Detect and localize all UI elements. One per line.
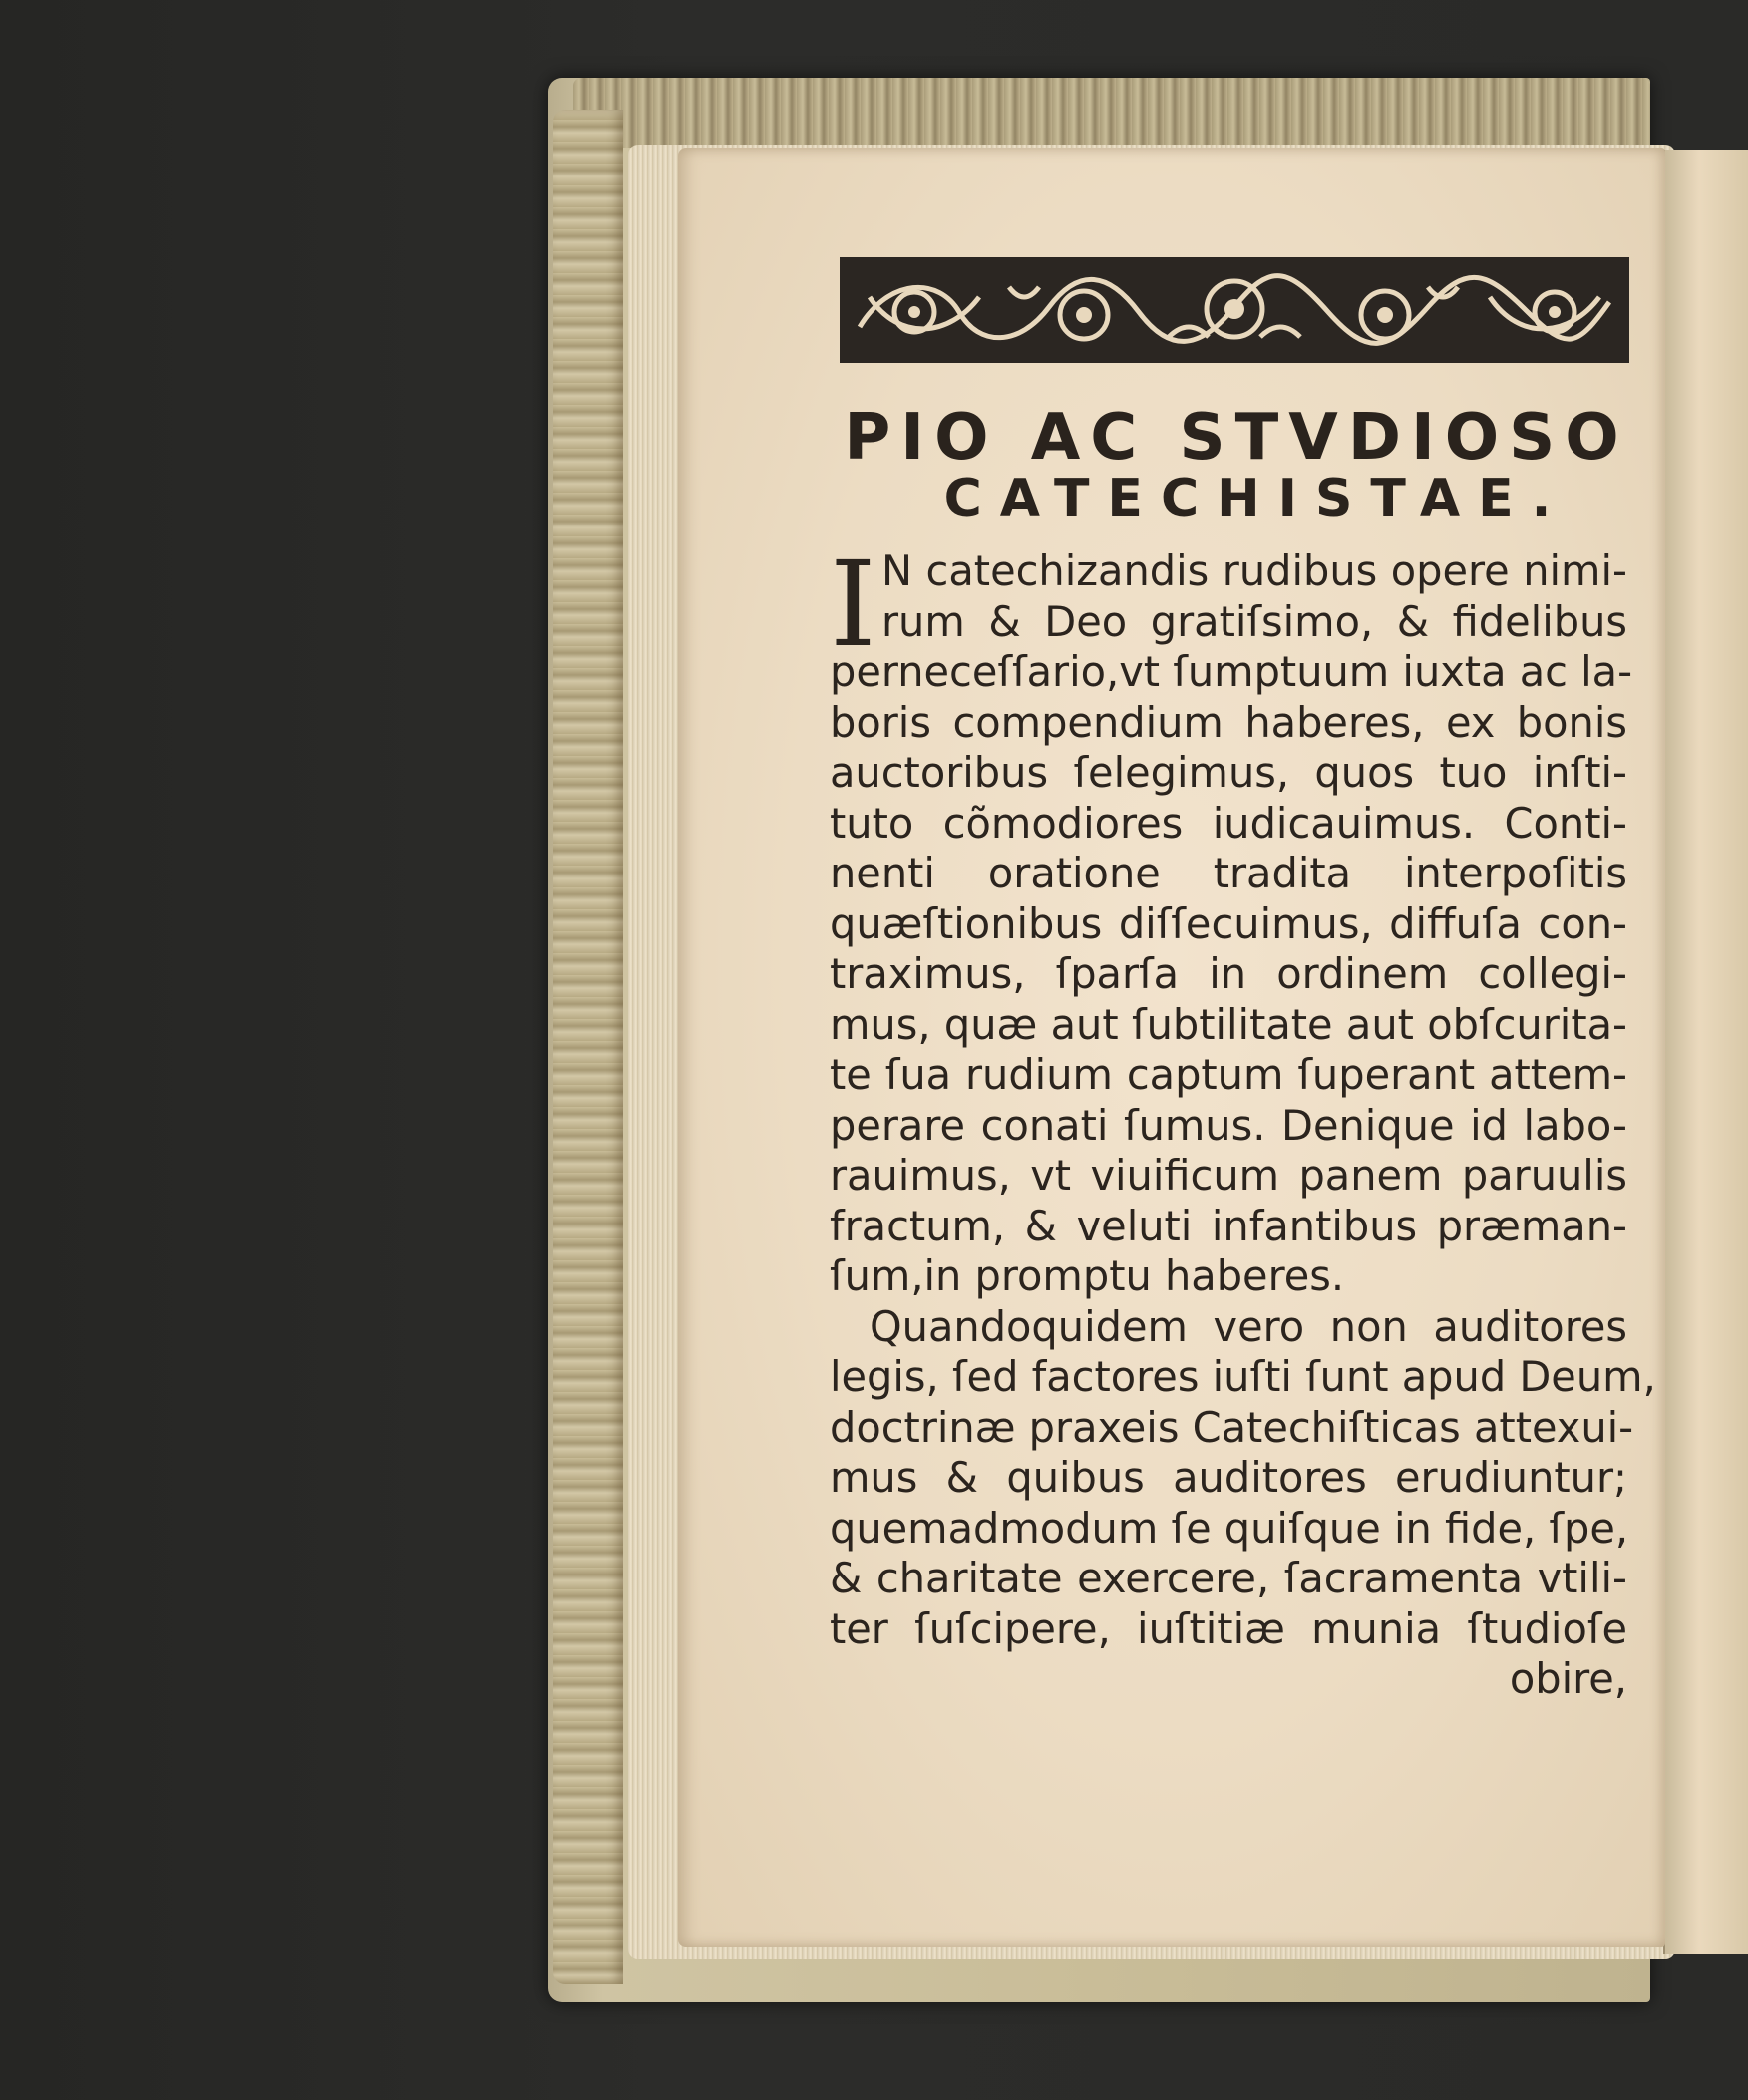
text-line: ſum,in promptu haberes. xyxy=(830,1251,1345,1300)
text-line: mus, quæ aut ſubtilitate aut obſcurita- xyxy=(830,999,1627,1049)
text-line: doctrinæ praxeis Catechiſticas attexui- xyxy=(830,1402,1634,1452)
text-line: mus & quibus auditores erudiuntur; xyxy=(830,1453,1627,1502)
text-line: fractum, & veluti infantibus præman- xyxy=(830,1201,1627,1250)
page-title-line-2: CATECHISTAE. xyxy=(943,469,1570,528)
text-line: & charitate exercere, ſacramenta vtili- xyxy=(830,1554,1627,1602)
text-line: Quandoquidem vero non auditores xyxy=(870,1301,1627,1351)
catchword: obire, xyxy=(1509,1654,1627,1703)
text-line: quemadmodum ſe quiſque in fide, ſpe, xyxy=(830,1503,1629,1553)
ornament-scroll-icon xyxy=(840,257,1629,363)
text-line: N catechizandis rudibus opere nimi- xyxy=(881,546,1627,595)
text-line: rum & Deo gratiſsimo, & fidelibus xyxy=(881,596,1627,646)
text-line: auctoribus ſelegimus, quos tuo inſti- xyxy=(830,748,1627,797)
facing-page-edge xyxy=(1663,150,1748,1954)
book-spine xyxy=(553,110,623,1984)
text-line: nenti oratione tradita interpoſitis xyxy=(830,849,1627,897)
text-line: boris compendium haberes, ex bonis xyxy=(830,697,1627,747)
text-line: ter ſuſcipere, iuſtitiæ munia ſtudioſe xyxy=(830,1603,1627,1653)
text-line: tuto cõmodiores iudicauimus. Conti- xyxy=(830,798,1627,848)
text-line: rauimus, vt viuificum panem paruulis xyxy=(830,1151,1627,1200)
page-title-line-1: PIO AC STVDIOSO xyxy=(844,401,1629,475)
text-line: traximus, ſparſa in ordinem collegi- xyxy=(830,949,1627,998)
cover-top-edge xyxy=(573,78,1650,148)
drop-cap-initial: I xyxy=(830,535,876,673)
text-line: te ſua rudium captum ſuperant attem- xyxy=(830,1050,1627,1099)
text-line: perare conati ſumus. Denique id labo- xyxy=(830,1100,1627,1150)
text-line: legis, ſed factores iuſti ſunt apud Deum, xyxy=(830,1352,1656,1401)
text-line: quæſtionibus diſſecuimus, diffuſa con- xyxy=(830,898,1627,948)
text-line: perneceſſario,vt ſumptuum iuxta ac la- xyxy=(830,647,1633,696)
ornament-headpiece xyxy=(840,257,1629,363)
body-text xyxy=(830,535,1656,1705)
